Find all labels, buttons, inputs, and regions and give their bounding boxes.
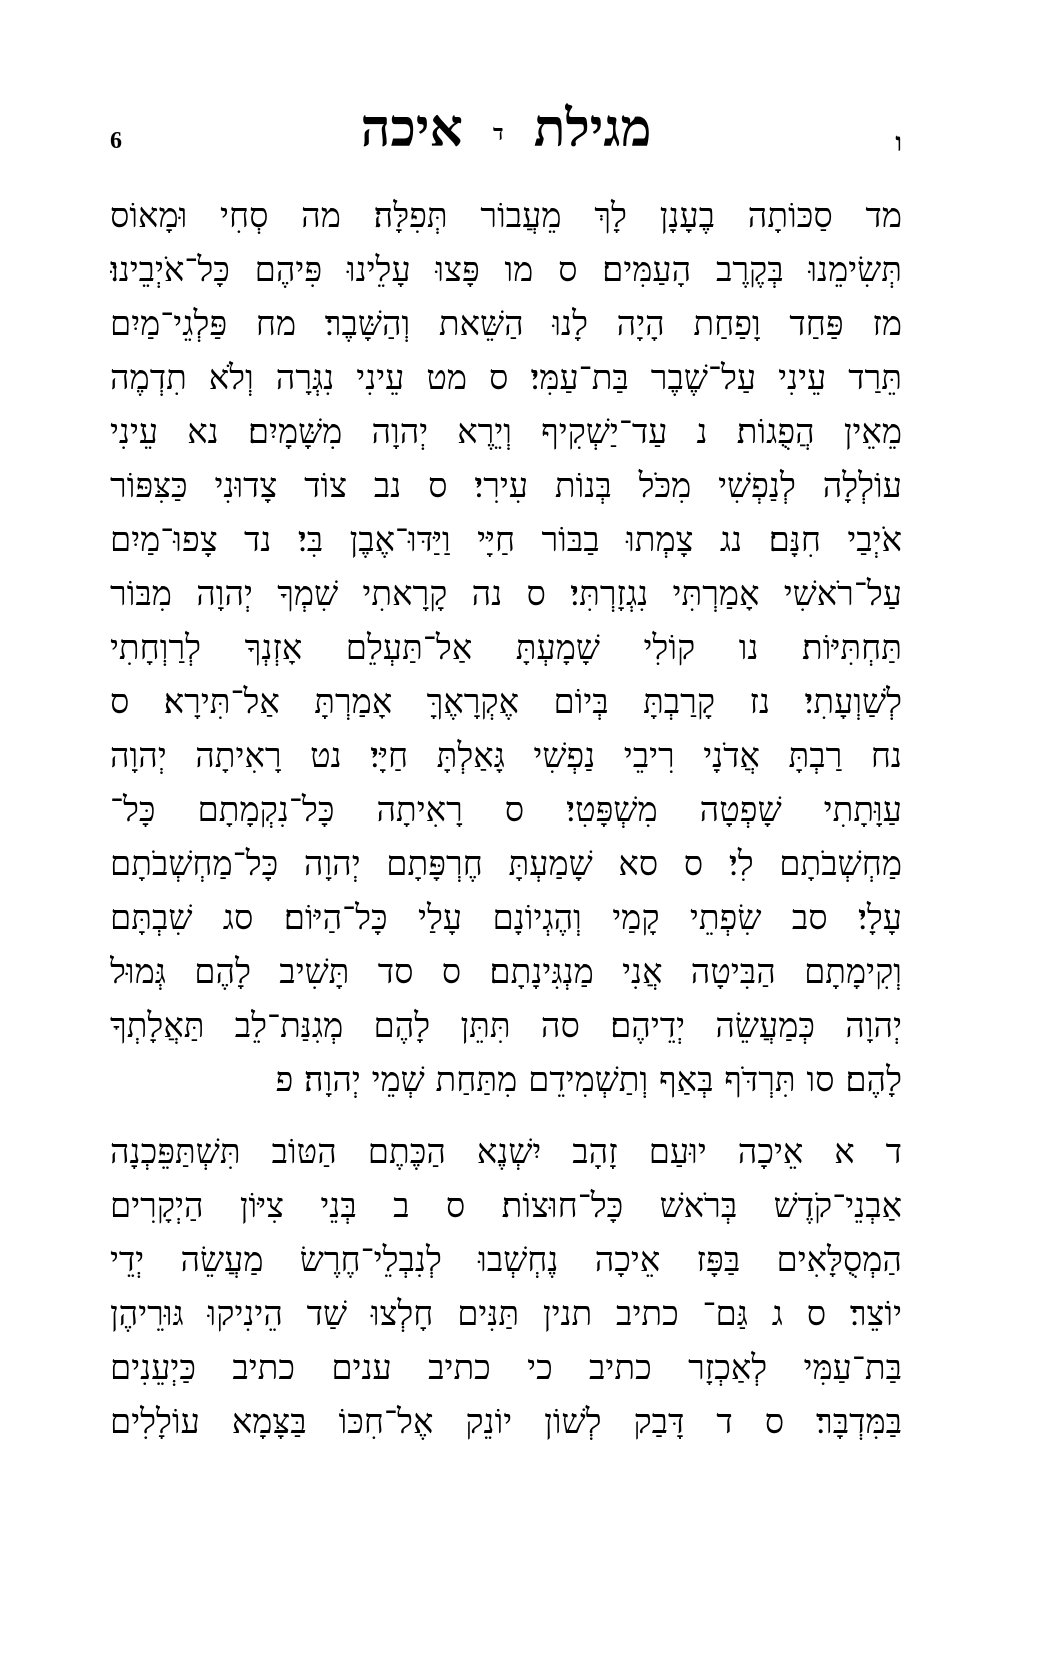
text-line: מֵאֵין הֲפֻגוֹת׃ נ עַד־יַשְׁקִיף וְיֵרֶא יְהוָה מִשָּׁמָיִם׃ נא עֵינִי <box>110 412 902 452</box>
page-number-hebrew: ו <box>895 128 902 158</box>
text-line: ד א אֵיכָה יוּעַם זָהָב יִשְׁנֶא הַכֶּתֶם הַטּוֹב תִּשְׁתַּפֵּכְנָה <box>110 1132 902 1172</box>
text-line: עַוָּתָתִי שָׁפְטָה מִשְׁפָּטִי׃ ס רָאִיתָה כָּל־נִקְמָתָם כָּל־ <box>110 790 902 830</box>
text-line: מד סַכּוֹתָה בֶעָנָן לָךְ מֵעֲבוֹר תְּפִלָּה׃ מה סְחִי וּמָאוֹס <box>110 196 902 236</box>
text-line: מַחְשְׁבֹתָם לִי׃ ס סא שָׁמַעְתָּ חֶרְפָּתָם יְהוָה כָּל־מַחְשְׁבֹתָם <box>110 844 902 884</box>
text-line: תֵּרַד עֵינִי עַל־שֶׁבֶר בַּת־עַמִּי׃ ס מט עֵינִי נִגְּרָה וְלֹא תִדְמֶה <box>110 358 902 398</box>
text-line: תַּחְתִּיּוֹת׃ נו קוֹלִי שָׁמָעְתָּ אַל־תַּעְלֵם אָזְנְךָ לְרַוְחָתִי <box>110 628 902 668</box>
text-line: נח רַבְתָּ אֲדֹנָי רִיבֵי נַפְשִׁי גָּאַלְתָּ חַיָּי׃ נט רָאִיתָה יְהוָה <box>110 736 902 776</box>
text-line: יְהוָה כְּמַעֲשֵׂה יְדֵיהֶם׃ סה תִּתֵּן לָהֶם מְגִנַּת־לֵב תַּאֲלָתְךָ <box>110 1006 902 1046</box>
text-line: אַבְנֵי־קֹדֶשׁ בְּרֹאשׁ כָּל־חוּצוֹת׃ ס ב בְּנֵי צִיּוֹן הַיְקָרִים <box>110 1186 902 1226</box>
text-line: עַל־רֹאשִׁי אָמַרְתִּי נִגְזָרְתִּי׃ ס נה קָרָאתִי שִׁמְךָ יְהוָה מִבּוֹר <box>110 574 902 614</box>
page-number: 6 <box>110 128 122 154</box>
text-line: וְקִימָתָם הַבִּיטָה אֲנִי מַנְגִּינָתָם׃ ס סד תָּשִׁיב לָהֶם גְּמוּל <box>110 952 902 992</box>
text-line: עוֹלְלָה לְנַפְשִׁי מִכֹּל בְּנוֹת עִירִי׃ ס נב צוֹד צָדוּנִי כַּצִּפּוֹר <box>110 466 902 506</box>
page-header <box>110 98 902 178</box>
text-line: בַּת־עַמִּי לְאַכְזָר כתיב כי כתיב ענים כתיב כַּיְעֵנִים <box>110 1348 902 1388</box>
title-book: מגילת <box>533 98 652 159</box>
text-line: מז פַּחַד וָפַחַת הָיָה לָנוּ הַשֵּׁאת וְהַשָּׁבֶר׃ מח פַּלְגֵי־מַיִם <box>110 304 902 344</box>
title-name: איכה <box>360 98 463 159</box>
text-line: עָלָי׃ סב שִׂפְתֵי קָמַי וְהֶגְיוֹנָם עָלַי כָּל־הַיּוֹם׃ סג שִׁבְתָּם <box>110 898 902 938</box>
page-title <box>110 98 902 159</box>
title-chapter-letter: ד <box>493 119 504 146</box>
text-block-chapter-4 <box>110 1132 902 1456</box>
text-line: לָהֶם׃ סו תִּרְדֹּף בְּאַף וְתַשְׁמִידֵם מִתַּחַת שְׁמֵי יְהוָה׃ פ <box>275 1060 902 1100</box>
text-line: הַמְסֻלָּאִים בַּפָּז אֵיכָה נֶחְשְׁבוּ לְנִבְלֵי־חֶרֶשׂ מַעֲשֵׂה יְדֵי <box>110 1240 902 1280</box>
text-block-chapter-3-end <box>110 196 902 1114</box>
text-line: בַּמִּדְבָּר׃ ס ד דָּבַק לְשׁוֹן יוֹנֵק אֶל־חִכּוֹ בַּצָּמָא עוֹלָלִים <box>110 1402 902 1442</box>
text-line: תְּשִׂימֵנוּ בְּקֶרֶב הָעַמִּים׃ ס מו פָּצוּ עָלֵינוּ פִּיהֶם כָּל־אֹיְבֵינוּ׃ <box>110 250 902 290</box>
text-line: אֹיְבַי חִנָּם׃ נג צָמְתוּ בַבּוֹר חַיָּי וַיַּדּוּ־אֶבֶן בִּי׃ נד צָפוּ־מַיִם <box>110 520 902 560</box>
text-line: יוֹצֵר׃ ס ג גַּם־ כתיב תנין תַּנִּים חָלְצוּ שַׁד הֵינִיקוּ גּוּרֵיהֶן <box>110 1294 902 1334</box>
text-line: לְשַׁוְעָתִי׃ נז קָרַבְתָּ בְּיוֹם אֶקְרָאֶךָּ אָמַרְתָּ אַל־תִּירָא׃ ס <box>110 682 902 722</box>
